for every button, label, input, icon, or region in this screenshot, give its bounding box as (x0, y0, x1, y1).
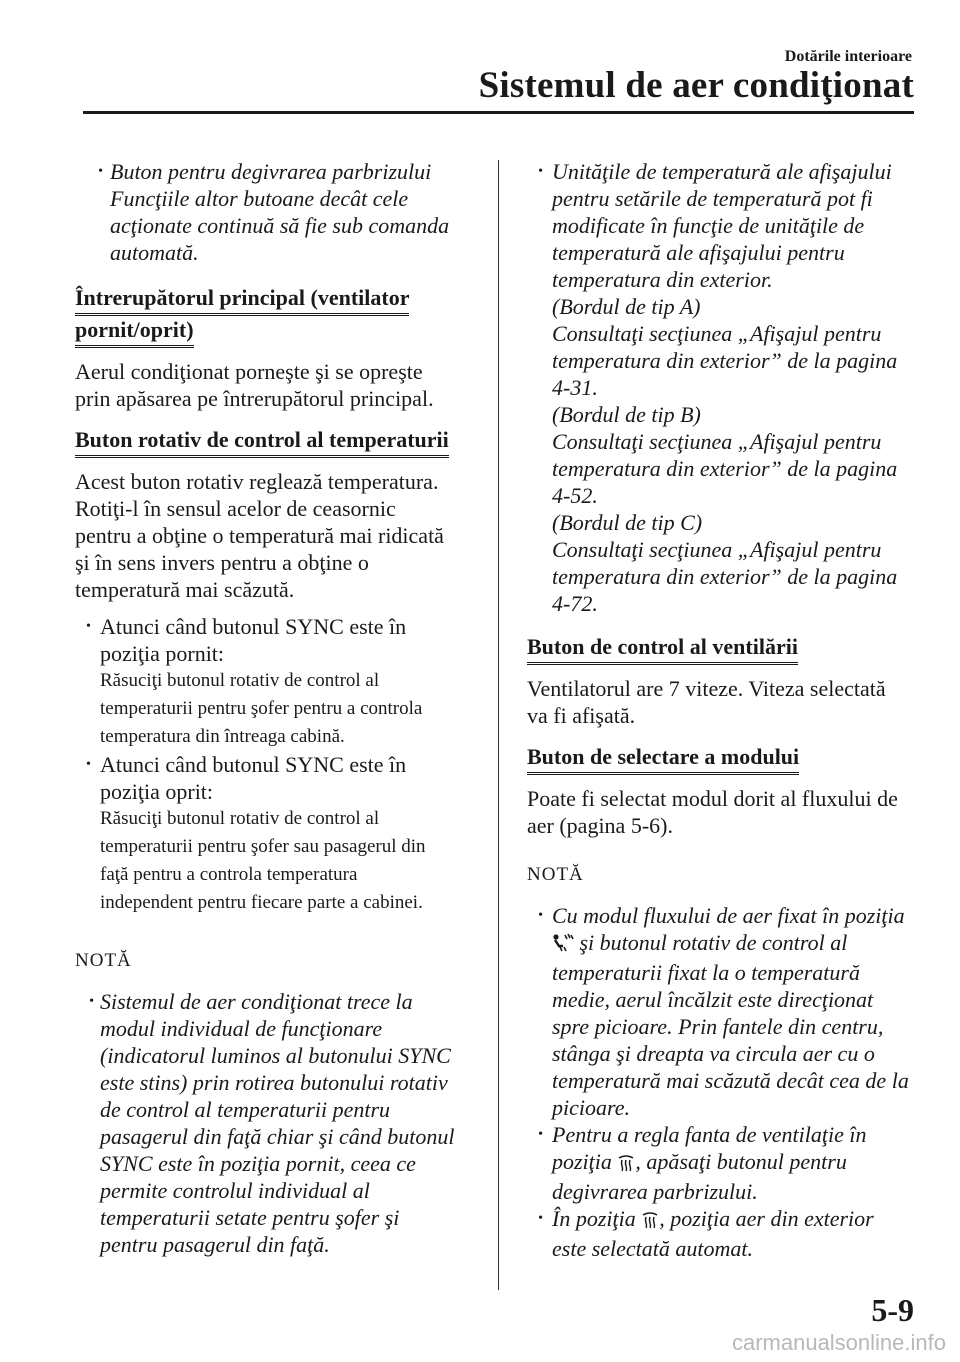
text-line (552, 1148, 927, 1178)
note-bullet (75, 988, 475, 1258)
text-line: • Unităţile de temperatură ale afişajului (552, 159, 892, 184)
sync-on-detail (75, 667, 475, 751)
text-line (552, 1205, 927, 1235)
text-line: temperatura din întreaga cabină. (100, 726, 345, 747)
text-line: • Atunci când butonul SYNC este în (100, 614, 407, 639)
text-line: poziţia pornit: (100, 641, 225, 666)
text-line: Acest buton rotativ reglează temperatura. (75, 469, 439, 494)
text-line: • Sistemul de aer condiţionat trece la (100, 989, 413, 1014)
note-bullet-defrost-vent (527, 1121, 927, 1205)
text-line: este stins) prin rotirea butonului rotativ (100, 1070, 448, 1095)
text-line: independent pentru fiecare parte a cabinei. (100, 892, 423, 913)
text-fragment: , apăsaţi butonul pentru (635, 1149, 847, 1174)
text-line: temperaturii pentru şofer pentru a controla (100, 698, 423, 719)
text-line: temperaturii pentru şofer sau pasagerul din (100, 836, 426, 857)
note-label: NOTĂ (75, 950, 132, 971)
text-line: 4-72. (552, 591, 598, 616)
text-line: picioare. (552, 1095, 630, 1120)
text-line: Aerul condiţionat porneşte şi se opreşte (75, 359, 423, 384)
text-line (552, 929, 927, 959)
heading-line: Buton rotativ de control al temperaturii (75, 427, 449, 458)
text-line: Poate fi selectat modul dorit al fluxului de (527, 786, 898, 811)
page-number: 5-9 (871, 1292, 914, 1328)
temperature-heading (75, 426, 475, 458)
text-fragment: În poziţia (552, 1206, 642, 1231)
main-switch-heading (75, 284, 475, 348)
watermark[interactable]: carmanualsonline.info (731, 1330, 946, 1355)
text-line: temperaturii fixat la o temperatură (552, 960, 860, 985)
main-switch-paragraph (75, 358, 475, 412)
text-line: Rotiţi-l în sensul acelor de ceasornic (75, 496, 396, 521)
note-label: NOTĂ (527, 864, 584, 885)
text-line: (indicatorul luminos al butonului SYNC (100, 1043, 451, 1068)
text-line: Funcţiile altor butoane decât cele (110, 186, 409, 211)
text-line: de control al temperaturii pentru (100, 1097, 391, 1122)
windshield-defrost-icon (617, 1151, 635, 1178)
text-line: va fi afişată. (527, 703, 636, 728)
text-line: automată. (110, 240, 199, 265)
units-bullet (527, 158, 927, 617)
header-divider (83, 111, 914, 114)
sync-off-detail (75, 805, 475, 917)
text-line: stânga şi dreapta va circula aer cu o (552, 1041, 875, 1066)
right-column (527, 158, 927, 1262)
text-line: este selectată automat. (552, 1236, 754, 1261)
fan-paragraph (527, 675, 927, 729)
text-line: temperatura din exterior” de la pagina (552, 564, 898, 589)
text-line: temperatură ale afişajului pentru (552, 240, 845, 265)
text-line: • Pentru a regla fanta de ventilaţie în (552, 1122, 867, 1147)
text-line: şi în sens invers pentru a obţine o (75, 550, 369, 575)
text-line: Răsuciţi butonul rotativ de control al (100, 808, 380, 829)
text-line: degivrarea parbrizului. (552, 1179, 758, 1204)
text-line: Ventilatorul are 7 viteze. Viteza selectată (527, 676, 886, 701)
text-line: Consultaţi secţiunea „Afişajul pentru (552, 321, 882, 346)
page-title: Sistemul de aer condiţionat (478, 65, 914, 106)
text-line: temperaturii setate pentru şofer şi (100, 1205, 400, 1230)
text-line: aer (pagina 5-6). (527, 813, 673, 838)
note-bullet-floor (527, 902, 927, 1121)
mode-heading (527, 743, 927, 775)
section-title: Dotările interioare (784, 48, 912, 65)
left-column (75, 158, 475, 1258)
heading-line: pornit/oprit) (75, 317, 194, 348)
text-line: pentru a obţine o temperatură mai ridicată (75, 523, 444, 548)
text-line: pentru setările de temperatură pot fi (552, 186, 873, 211)
temperature-paragraph (75, 468, 475, 603)
windshield-defrost-icon (641, 1208, 659, 1235)
text-line: modul individual de funcţionare (100, 1016, 383, 1041)
text-line: Consultaţi secţiunea „Afişajul pentru (552, 537, 882, 562)
defrost-bullet (87, 158, 475, 266)
text-fragment: poziţia (552, 1149, 618, 1174)
text-line: temperatură mai scăzută. (75, 577, 295, 602)
text-line: permite controlul individual al (100, 1178, 370, 1203)
text-line: 4-52. (552, 483, 598, 508)
text-line: • Atunci când butonul SYNC este în (100, 752, 407, 777)
text-line: modificate în funcţie de unităţile de (552, 213, 865, 238)
text-line: temperatura din exterior” de la pagina (552, 456, 898, 481)
text-line: Răsuciţi butonul rotativ de control al (100, 670, 380, 691)
text-line: • Buton pentru degivrarea parbrizului (110, 159, 432, 184)
text-line: poziţia oprit: (100, 779, 214, 804)
text-line: (Bordul de tip C) (552, 510, 703, 535)
column-divider (498, 160, 499, 1290)
text-line: • Cu modul fluxului de aer fixat în poziţia (552, 903, 905, 928)
text-line: 4-31. (552, 375, 598, 400)
text-line: temperatura din exterior. (552, 267, 773, 292)
text-fragment: şi butonul rotativ de control al (574, 930, 848, 955)
heading-line: Buton de selectare a modului (527, 744, 799, 775)
text-line: pentru pasagerul din faţă. (100, 1232, 330, 1257)
text-line: faţă pentru a controla temperatura (100, 864, 358, 885)
text-fragment: , poziţia aer din exterior (659, 1206, 874, 1231)
text-line: temperatură mai scăzută decât cea de la (552, 1068, 909, 1093)
heading-line: Buton de control al ventilării (527, 634, 798, 665)
text-line: temperatura din exterior” de la pagina (552, 348, 898, 373)
heading-line: Întrerupătorul principal (ventilator (75, 285, 409, 316)
floor-defrost-mode-icon (552, 932, 574, 959)
text-line: prin apăsarea pe întrerupătorul principal. (75, 386, 434, 411)
sync-on-bullet (75, 613, 475, 667)
note-bullet-outside-air (527, 1205, 927, 1262)
text-line: acţionate continuă să fie sub comanda (110, 213, 450, 238)
text-line: Consultaţi secţiunea „Afişajul pentru (552, 429, 882, 454)
mode-paragraph (527, 785, 927, 839)
text-line: (Bordul de tip A) (552, 294, 701, 319)
fan-heading (527, 633, 927, 665)
text-line: pasagerul din faţă chiar şi când butonul (100, 1124, 455, 1149)
text-line: SYNC este în poziţia pornit, ceea ce (100, 1151, 416, 1176)
text-line: spre picioare. Prin fantele din centru, (552, 1014, 884, 1039)
text-line: medie, aerul încălzit este direcţionat (552, 987, 874, 1012)
text-line: (Bordul de tip B) (552, 402, 701, 427)
sync-off-bullet (75, 751, 475, 805)
